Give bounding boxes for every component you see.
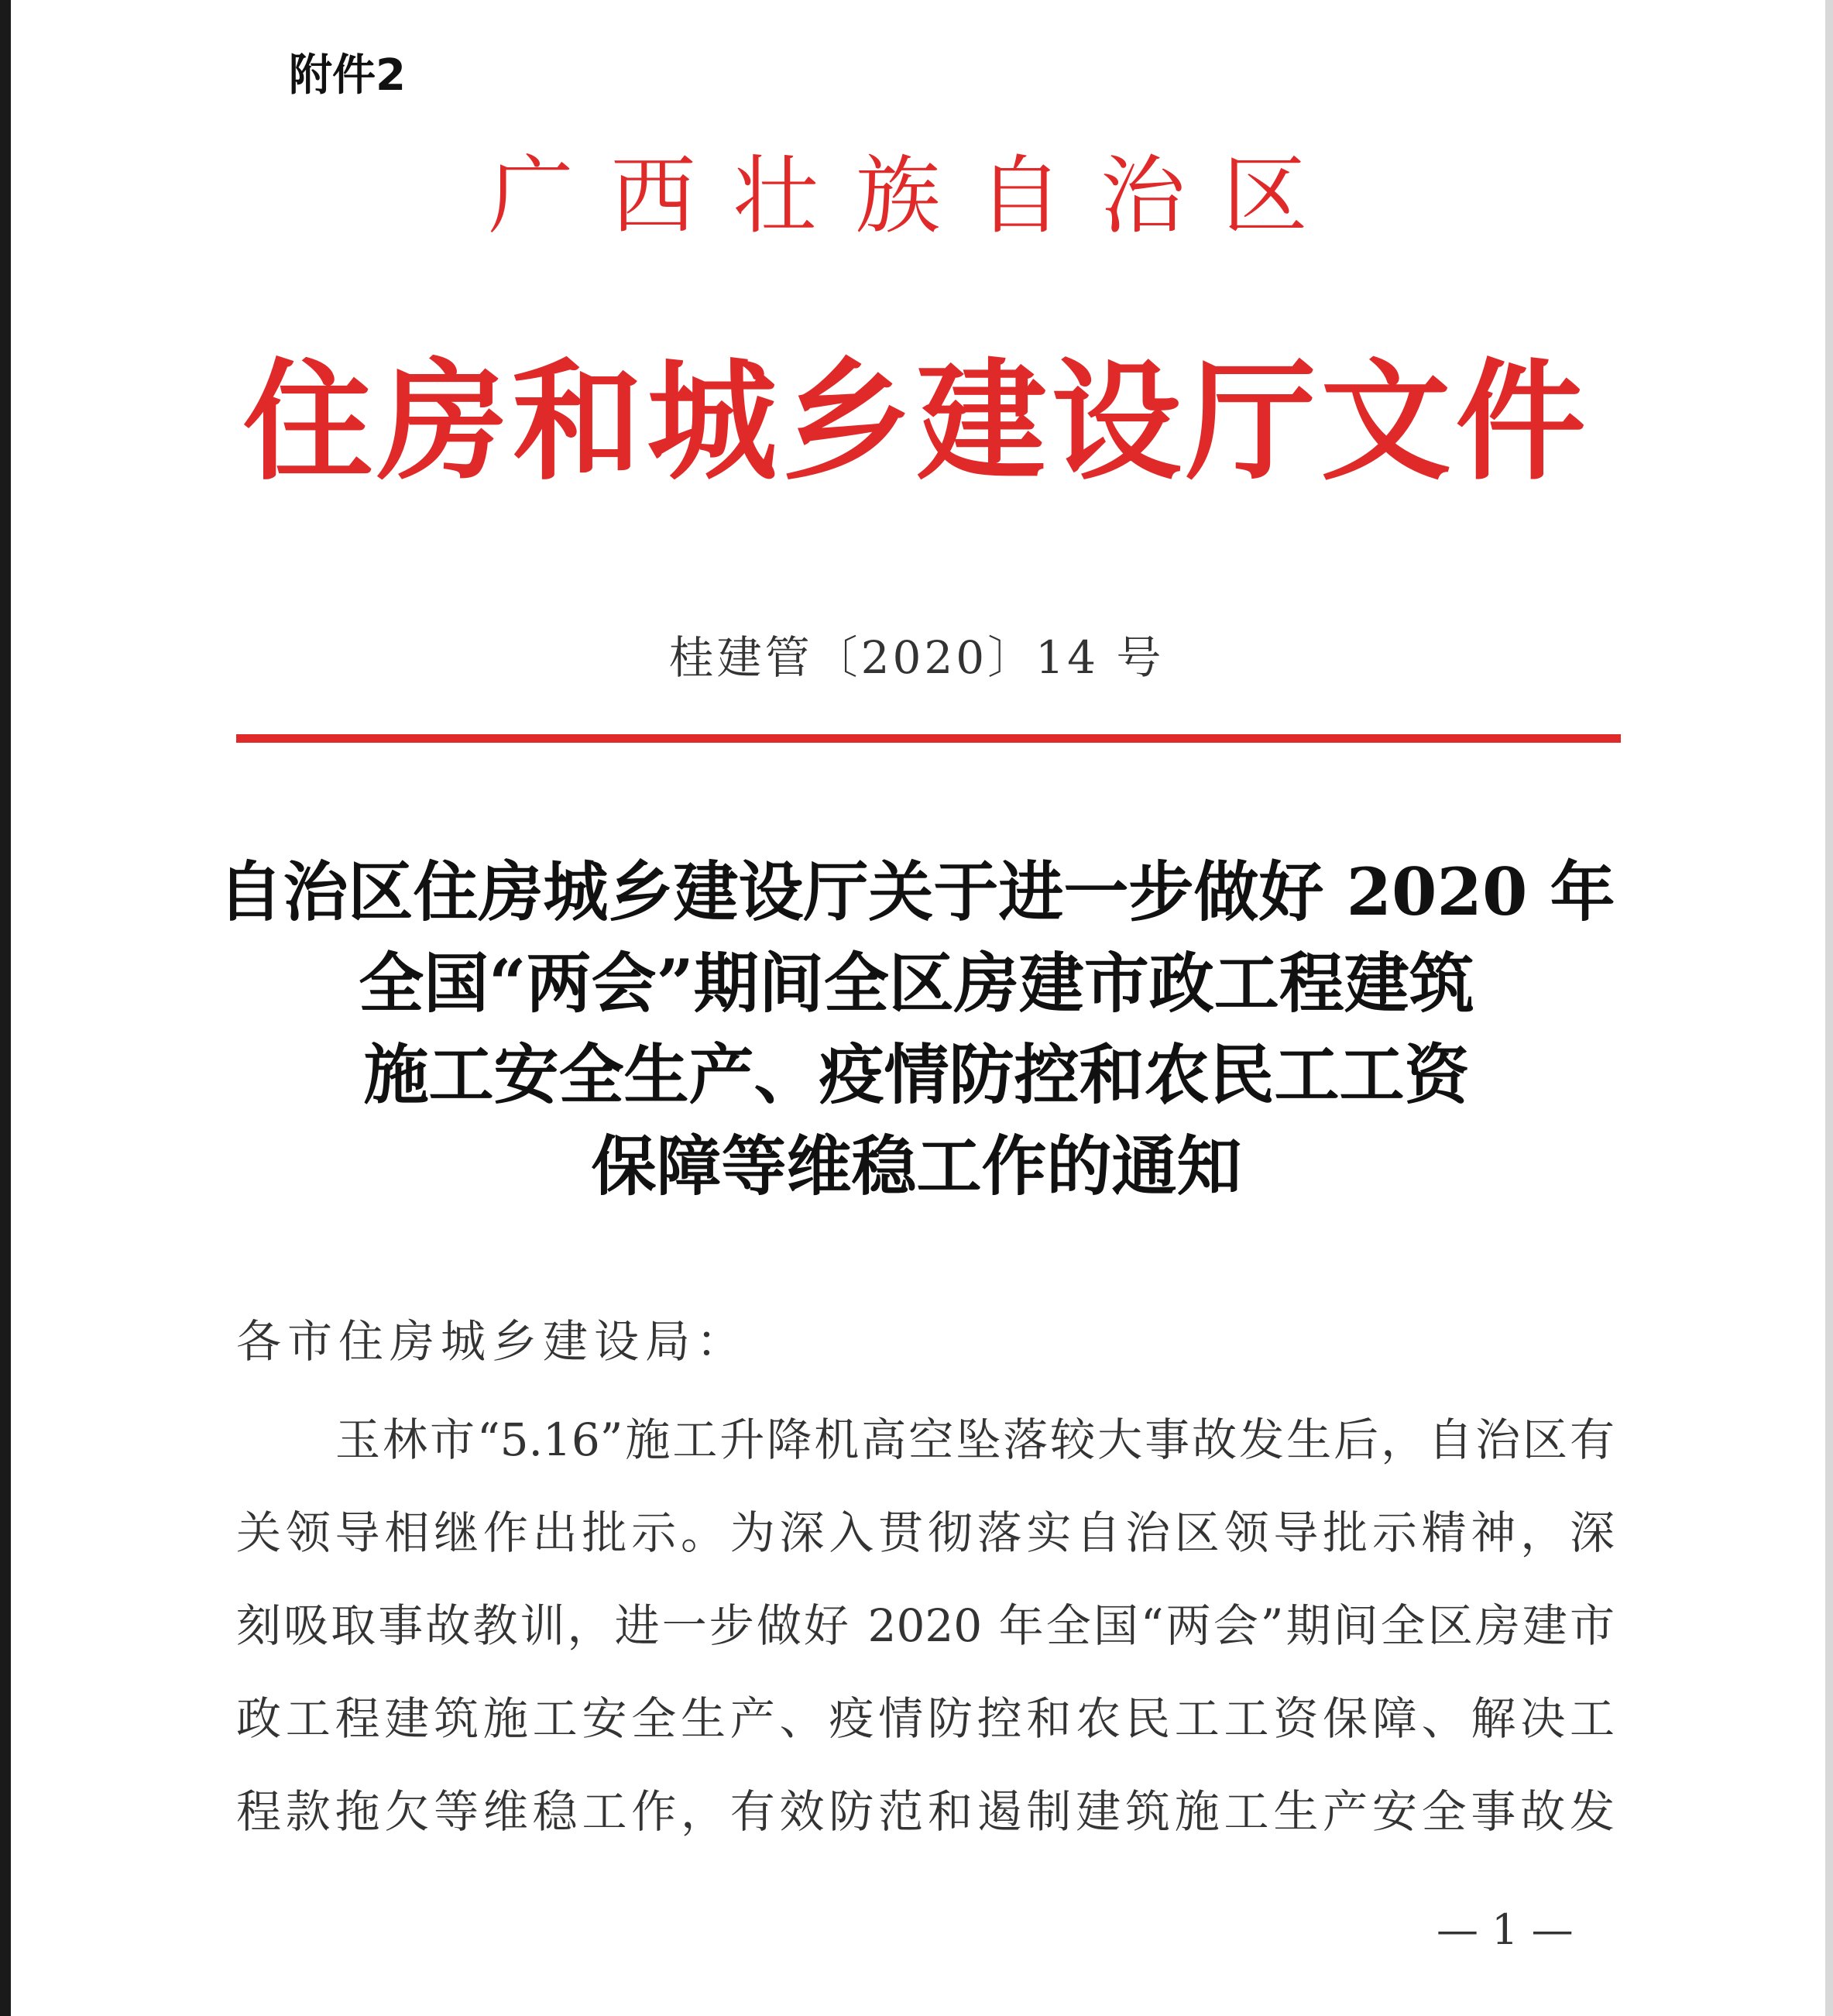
body-line: 程款拖欠等维稳工作，有效防范和遏制建筑施工生产安全事故发 [236, 1785, 1615, 1838]
title-line: 全国“两会”期间全区房建市政工程建筑 [359, 945, 1474, 1022]
salutation: 各市住房城乡建设局： [236, 1315, 748, 1368]
body-line: 刻吸取事故教训，进一步做好 2020 年全国“两会”期间全区房建市 [236, 1599, 1615, 1652]
attachment-label: 附件2 [289, 50, 406, 101]
body-line: 政工程建筑施工安全生产、疫情防控和农民工工资保障、解决工 [236, 1692, 1615, 1745]
body-line: 关领导相继作出批示。为深入贯彻落实自治区领导批示精神，深 [236, 1506, 1615, 1559]
issuer-region: 广西壮族自治区 [488, 146, 1345, 246]
body-paragraph [236, 1413, 1615, 1882]
document-title [0, 853, 1833, 1225]
title-line: 自治区住房城乡建设厅关于进一步做好 2020 年 [218, 853, 1615, 930]
page-number: — 1 — [1437, 1905, 1574, 1954]
body-line: 玉林市“5.16”施工升降机高空坠落较大事故发生后，自治区有 [335, 1413, 1615, 1466]
document-number: 桂建管〔2020〕14 号 [668, 631, 1165, 684]
title-line: 施工安全生产、疫情防控和农民工工资 [363, 1036, 1470, 1113]
title-line: 保障等维稳工作的通知 [591, 1128, 1242, 1204]
red-divider-line [236, 734, 1621, 743]
issuer-department: 住房和城乡建设厅文件 [242, 345, 1591, 498]
